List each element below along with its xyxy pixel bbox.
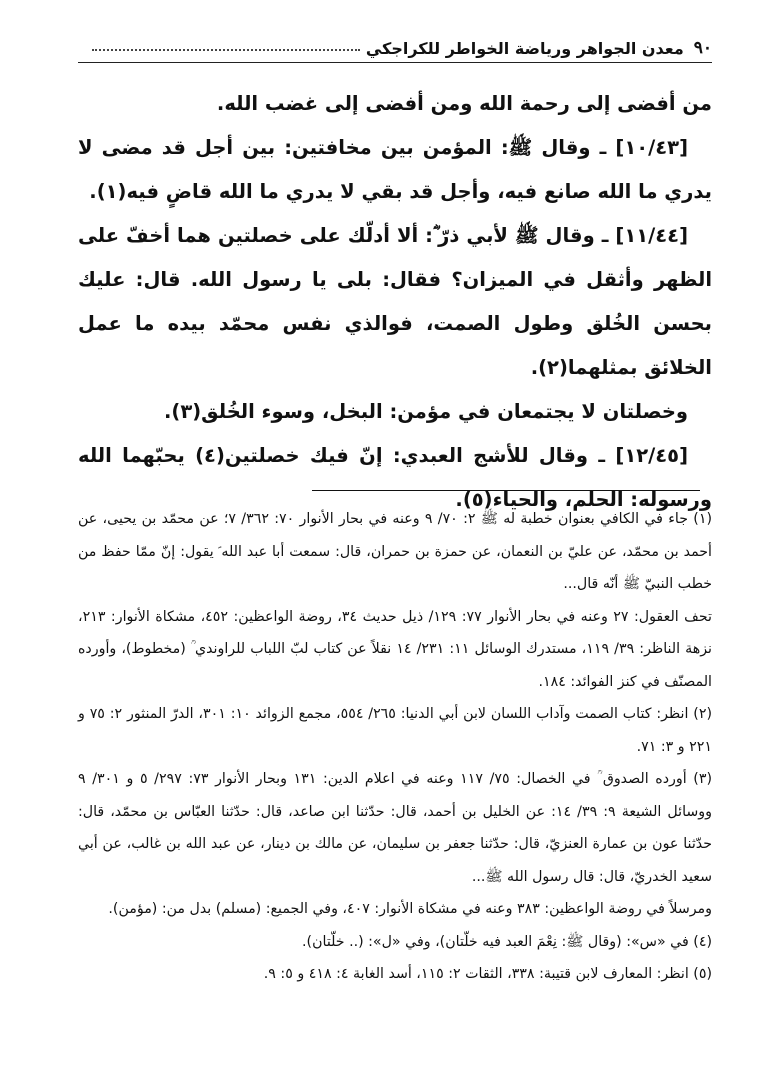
main-text xyxy=(78,82,712,522)
main-paragraph: وخصلتان لا يجتمعان في مؤمن: البخل، وسوء الخُلق(٣). xyxy=(164,400,688,423)
footnote-4: (٤) في «س»: (وقال ﷺ: نِعْمَ العبد فيه خلّتان)، وفي «ل»: (.. خلّتان). xyxy=(302,933,712,950)
hadith-44: [١١/٤٤] ـ وقال ﷺ لأبي ذرّ ؓ: ألا أدلّك على خصلتين هما أخفّ على الظهر وأثقل في الميزان؟ فقال: بلى يا رسول الله. قال: عليك بحسن الخُلق وطول الصمت، فوالذي نفس محمّد بيده ما عمل الخلائق بمثلهما(٢). xyxy=(78,224,712,379)
footnote-3-continued: ومرسلاً في روضة الواعظين: ٣٨٣ وعنه في مشكاة الأنوار: ٤٠٧، وفي الجميع: (مسلم) بدل من: (مؤمن). xyxy=(108,901,712,917)
page-number: ٩٠ xyxy=(693,38,712,58)
footnote-1-continued: تحف العقول: ٢٧ وعنه في بحار الأنوار ٧٧: ١٢٩/ ذيل حديث ٣٤، روضة الواعظين: ٤٥٢، مشكاة الأنوار: ٢١٣، نزهة الناظر: ٣٩/ ١١٩، مستدرك الوسائل ١١: ٢٣١/ ١٤ نقلاً عن كتاب لبّ اللباب للراوندي ؒ (مخطوط)، وأورده المصنّف في كنز الفوائد: ١٨٤. xyxy=(78,608,712,690)
footnote-3: (٣) أورده الصدوق ؒ في الخصال: ٧٥/ ١١٧ وعنه في اعلام الدين: ١٣١ وبحار الأنوار ٧٣: ٢٩٧/ ٥ و ٣٠١/ ٩ ووسائل الشيعة ٩: ٣٩/ ١٤: عن الخليل بن أحمد، قال: حدّثنا ابن صاعد، قال: حدّثنا العبّاس بن محمّد، قال: حدّثنا عون بن عمارة العنزيّ، قال: حدّثنا جعفر بن سليمان، عن مالك بن دينار، عن عبد الله بن غالب، عن أبي سعيد الخدريّ، قال: قال رسول الله ﷺ... xyxy=(78,771,713,885)
running-title: معدن الجواهر ورياضة الخواطر للكراجكي xyxy=(365,39,684,58)
header-dot-leader xyxy=(92,49,360,51)
footnote-separator xyxy=(312,490,700,491)
running-header xyxy=(78,28,712,58)
footnote-5: (٥) انظر: المعارف لابن قتيبة: ٣٣٨، الثقات ٢: ١١٥، أسد الغابة ٤: ٤١٨ و ٥: ٩. xyxy=(263,966,712,982)
footnotes xyxy=(78,503,712,991)
hadith-43: [١٠/٤٣] ـ وقال ﷺ: المؤمن بين مخافتين: بين أجل قد مضى لا يدري ما الله صانع فيه، وأجل قد بقي لا يدري ما الله قاضٍ فيه(١). xyxy=(78,136,712,203)
footnote-2: (٢) انظر: كتاب الصمت وآداب اللسان لابن أبي الدنيا: ٢٦٥/ ٥٥٤، مجمع الزوائد ١٠: ٣٠١، الدرّ المنثور ٢: ٧٥ و ٢٢١ و ٣: ٧١. xyxy=(78,706,712,755)
header-rule xyxy=(78,62,712,63)
hadith-45: [١٢/٤٥] ـ وقال للأشج العبدي: إنّ فيك خصلتين(٤) يحبّهما الله ورسوله: الحلم، والحياء(٥). xyxy=(78,444,712,511)
footnote-1: (١) جاء في الكافي بعنوان خطبة له ﷺ ٢: ٧٠/ ٩ وعنه في بحار الأنوار ٧٠: ٣٦٢/ ٧؛ عن محمّد بن يحيى، عن أحمد بن محمّد، عن عليّ بن النعمان، عن حمزة بن حمران، قال: سمعت أبا عبد الله ؑ يقول: إنّ ممّا حفظ من خطب النبيّ ﷺ أنّه قال... xyxy=(78,511,712,592)
main-paragraph: من أفضى إلى رحمة الله ومن أفضى إلى غضب الله. xyxy=(216,92,712,115)
